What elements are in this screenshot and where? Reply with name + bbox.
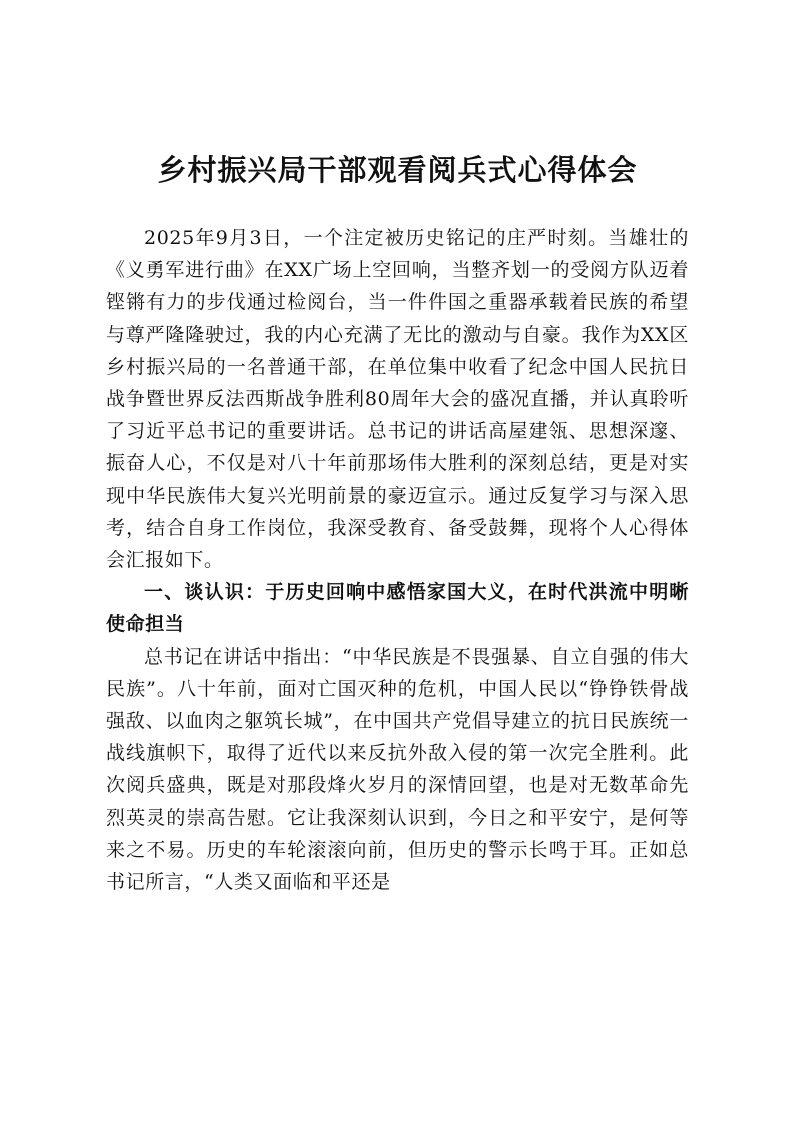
intro-paragraph: 2025年9月3日，一个注定被历史铭记的庄严时刻。当雄壮的《义勇军进行曲》在XX广场上空回响，当整齐划一的受阅方队迈着铿锵有力的步伐通过检阅台，当一件件国之重器承载着民族的希望与尊严隆隆驶过，我的内心充满了无比的激动与自豪。我作为XX区乡村振兴局的一名普通干部，在单位集中收看了纪念中国人民抗日战争暨世界反法西斯战争胜利80周年大会的盛况直播，并认真聆听了习近平总书记的重要讲话。总书记的讲话高屋建瓴、思想深邃、振奋人心，不仅是对八十年前那场伟大胜利的深刻总结，更是对实现中华民族伟大复兴光明前景的豪迈宣示。通过反复学习与深入思考，结合自身工作岗位，我深受教育、备受鼓舞，现将个人心得体会汇报如下。 (106, 227, 689, 572)
document-title: 乡村振兴局干部观看阅兵式心得体会 (157, 153, 638, 187)
body-paragraph: 总书记在讲话中指出：“中华民族是不畏强暴、自立自强的伟大民族”。八十年前，面对亡国灭种的危机，中国人民以“铮铮铁骨战强敌、以血肉之躯筑长城”，在中国共产党倡导建立的抗日民族统一战线旗帜下，取得了近代以来反抗外敌入侵的第一次完全胜利。此次阅兵盛典，既是对那段烽火岁月的深情回望，也是对无数革命先烈英灵的崇高告慰。它让我深刻认识到，今日之和平安宁，是何等来之不易。历史的车轮滚滚向前，但历史的警示长鸣于耳。正如总书记所言，“人类又面临和平还是 (106, 645, 689, 894)
section-heading-1: 一、谈认识：于历史回响中感悟家国大义，在时代洪流中明晰使命担当 (106, 581, 689, 636)
